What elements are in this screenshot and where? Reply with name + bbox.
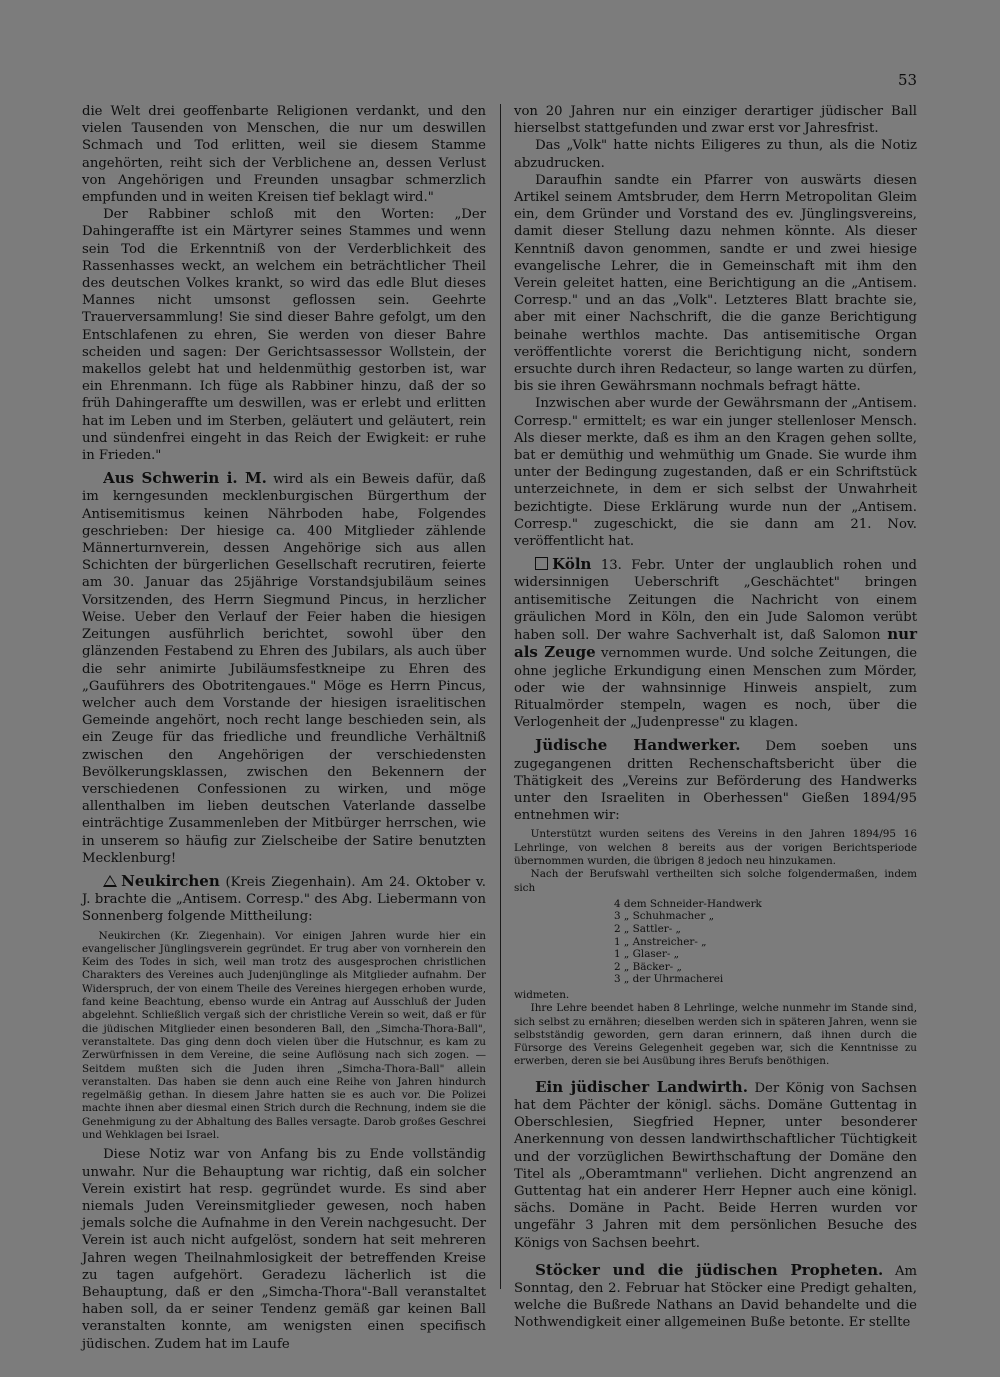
article-heading: Köln: [552, 555, 592, 574]
article-stoecker: [514, 1262, 917, 1332]
trades-list: [614, 898, 917, 986]
article-body: (Kreis Ziegenhain). Am 24. Oktober v. J. brachte die „Antisem. Corresp." des Abg. Liebermann von Sonnenberg folgende Mittheilung:: [82, 874, 487, 925]
page-number: 53: [898, 71, 918, 89]
article-heading: Ein jüdischer Landwirth.: [535, 1077, 748, 1096]
list-item: 1 „ Anstreicher- „: [614, 935, 707, 948]
article-heading: Neukirchen: [121, 871, 220, 890]
list-item: 2 „ Sattler- „: [614, 923, 681, 935]
list-item: 3 „ Schuhmacher „: [614, 910, 714, 923]
column-divider: [500, 104, 501, 1289]
paragraph: Das „Volk" hatte nichts Eiligeres zu thun, als die Notiz abzudrucken.: [514, 138, 917, 171]
emphasis: nur als Zeuge: [514, 625, 917, 662]
list-item: 4 dem Schneider-Handwerk: [614, 897, 762, 910]
article-body: Am Sonntag, den 2. Februar hat Stöcker eine Predigt gehalten, welche die Bußrede Nathans an David behandelte und die Nothwendigkeit einer allgemeinen Buße betonte. Er stellte: [514, 1263, 917, 1331]
report-excerpt: Nach der Berufswahl vertheilten sich solche folgendermaßen, indem sich: [514, 868, 917, 894]
report-excerpt: widmeten.: [514, 988, 570, 1001]
report-excerpt: Ihre Lehre beendet haben 8 Lehrlinge, welche nunmehr im Stande sind, sich selbst zu ernähren; dieselben werden sich in späteren Jahren, wenn sie selbstständig geworden, gern daran erinnern, daß ihnen durch die Fürsorge des Vereins Gelegenheit gegeben war, sich die Kenntnisse zu erwerben, deren sie bei Ausübung ihres Berufs benöthigen.: [514, 1002, 917, 1068]
paragraph: Inzwischen aber wurde der Gewährsmann der „Antisem. Corresp." ermittelt; es war ein junger stellenloser Mensch. Als dieser merkte, daß es ihm an den Kragen gehen sollte, bat er demüthig und wehmüthig um Gnade. Sie wurde ihm unter der Bedingung zugestanden, daß er ein Schriftstück unterzeichnete, in dem er sich selbst der Unwahrheit bezichtigte. Diese Erklärung wurde nun der „Antisem. Corresp." zugeschickt, die sie dann am 21. Nov. veröffentlicht hat.: [514, 396, 917, 550]
article-heading: Jüdische Handwerker.: [535, 736, 741, 755]
triangle-icon: [103, 875, 117, 887]
article-body: Dem soeben uns zugegangenen dritten Rechenschaftsbericht über die Thätigkeit des „Vereins zur Beförderung des Handwerks unter den Israeliten in Oberhessen" Gießen 1894/95 entnehmen wir:: [514, 739, 917, 824]
right-column: [514, 103, 917, 1332]
article-heading: Stöcker und die jüdischen Propheten.: [535, 1260, 884, 1279]
article-landwirth: [514, 1079, 917, 1252]
article-koeln: [514, 556, 917, 731]
article-handwerker: [514, 737, 917, 824]
quoted-notice: Neukirchen (Kr. Ziegenhain). Vor einigen Jahren wurde hier ein evangelischer Jünglingsverein gegründet. Er trug aber von vornherein den Keim des Todes in sich, weil man trotz des ausgesprochen christlichen Charakters des Vereines auch Judenjünglinge als Mitglieder aufnahm. Der Widerspruch, der von einem Theile des Vereines hiergegen erhoben wurde, fand keine Beachtung, ebenso wurde ein Antrag auf Ausschluß der Juden abgelehnt. Schließlich vergaß sich der christliche Verein so weit, daß er für die jüdischen Mitglieder einen besonderen Ball, den „Simcha-Thora-Ball", veranstaltete. Das ging denn doch vielen über die Hutschnur, es kam zu Zerwürfnissen in dem Vereine, die seine Auflösung nach sich zogen. — Seitdem mußten sich die Juden ihren „Simcha-Thora-Ball" allein veranstalten. Das haben sie denn auch eine Reihe von Jahren hindurch regelmäßig gethan. In diesem Jahre hatten sie es auch vor. Die Polizei machte ihnen aber diesmal einen Strich durch die Rechnung, indem sie die Genehmigung zu der Abhaltung des Balles versagte. Darob großes Geschrei und Wehklagen bei Israel.: [82, 929, 486, 1141]
article-body: Der König von Sachsen hat dem Pächter der königl. sächs. Domäne Guttentag in Oberschlesien, Siegfried Hepner, unter besonderer Anerkennung von dessen landwirthschaftlicher Tüchtigkeit und der vorzüglichen Bewirthschaftung der Domäne den Titel als „Oberamtmann" verliehen. Dicht angrenzend an Guttentag hat ein anderer Herr Hepner auch eine königl. sächs. Domäne in Pacht. Beide Herren wurden vor ungefähr 3 Jahren mit dem persönlichen Besuche des Königs von Sachsen beehrt.: [514, 1080, 917, 1251]
square-marker-icon: [535, 557, 548, 570]
list-item: 2 „ Bäcker- „: [614, 960, 682, 973]
article-body: wird als ein Beweis dafür, daß im kerngesunden mecklenburgischen Bürgerthum der Antisemitismus keinen Nährboden habe, Folgendes geschrieben: Der hiesige ca. 400 Mitglieder zählende Männerturnverein, dessen Angehörige sich aus allen Schichten der bürgerlichen Gesellschaft recrutiren, feierte am 30. Januar das 25jährige Vorstandsjubiläum seines Vorsitzenden, des Herrn Siegmund Pincus, in herzlicher Weise. Ueber den Verlauf der Feier haben die hiesigen Zeitungen ausführlich berichtet, sowohl über den glänzenden Festabend zu Ehren des Jubilars, als auch über die sehr animirte Jubiläumsfestkneipe zu Ehren des „Gauführers des Obotritengaues." Möge es Herrn Pincus, welcher auch dem Vorstande der hiesigen israelitischen Gemeinde angehört, noch recht lange beschieden sein, als ein Zeuge für das friedliche und freundliche Verhältniß zwischen den Angehörigen der verschiedensten Bevölkerungsklassen, zwischen den Bekennern der verschiedenen Confessionen zu wirken, und möge allenthalben im lieben deutschen Vaterlande dasselbe einträchtige Zusammenleben der Mitbürger herrschen, wie in unserem so häufig zur Zielscheibe der Satire benutzten Mecklenburg!: [82, 472, 486, 866]
article-body: vernommen wurde. Und solche Zeitungen, die ohne jegliche Erkundigung einen Menschen zum Mörder, oder wie der wahnsinnige Hinweis anspielt, zum Ritualmörder stempeln, wagen es noch, über die Verlogenheit der „Judenpresse" zu klagen.: [514, 646, 917, 731]
article-heading: Aus Schwerin i. M.: [103, 469, 267, 488]
paragraph: die Welt drei geoffenbarte Religionen verdankt, und den vielen Tausenden von Menschen, die nur um deswillen Schmach und Tod erlitten, weil sie diesem Stamme angehörten, reiht sich der Verblichene an, dessen Verlust von Angehörigen und Freunden unsagbar schmerzlich empfunden und in weiten Kreisen tief beklagt wird.": [82, 104, 486, 206]
list-item: 1 „ Glaser- „: [614, 948, 680, 961]
report-excerpt: Unterstützt wurden seitens des Vereins in den Jahren 1894/95 16 Lehrlinge, von welchen 8 bereits aus der vorigen Berichtsperiode übernommen wurden, die übrigen 8 jedoch neu hinzukamen.: [514, 828, 917, 867]
paragraph: Daraufhin sandte ein Pfarrer von auswärts diesen Artikel seinem Amtsbruder, dem Herrn Metropolitan Gleim ein, dem Gründer und Vorstand des ev. Jünglingsvereins, damit dieser Stellung dazu nehmen könnte. Als dieser Kenntniß davon genommen, sandte er und zwei hiesige evangelische Lehrer, die in Gemeinschaft mit ihm den Verein geleitet hatten, eine Berichtigung an die „Antisem. Corresp." und an das „Volk". Letzteres Blatt brachte sie, aber mit einer Nachschrift, die die ganze Berichtigung beinahe werthlos machte. Das antisemitische Organ veröffentlichte vorerst die Berichtigung nicht, sondern ersuchte durch ihren Redacteur, so lange warten zu dürfen, bis sie ihren Gewährsmann nochmals befragt hätte.: [514, 172, 917, 395]
paragraph: Der Rabbiner schloß mit den Worten: „Der Dahingeraffte ist ein Märtyrer seines Stammes und wenn sein Tod die Erkenntniß von der Verderblichkeit des Rassenhasses weckt, an welchem ein beträchtlicher Theil des deutschen Volkes krankt, so wird das edle Blut dieses Mannes nicht umsonst geflossen sein. Geehrte Trauerversammlung! Sie sind dieser Bahre gefolgt, um den Entschlafenen zu ehren, Sie werden von dieser Bahre scheiden und sagen: Der Gerichtsassessor Wollstein, der makellos gelebt hat und heldenmüthig gestorben ist, war ein Ehrenmann. Ich füge als Rabbiner hinzu, daß der so früh Dahingeraffte um deswillen, was er erlebt und erlitten hat im Leben und im Sterben, geläutert und geläutert, rein und sündenfrei eingeht in das Reich der Ewigkeit: er ruhe in Frieden.": [82, 207, 486, 464]
left-column: [82, 103, 486, 1353]
paragraph: Diese Notiz war von Anfang bis zu Ende vollständig unwahr. Nur die Behauptung war richtig, daß ein solcher Verein existirt hat resp. gegründet wurde. Es sind aber niemals Juden Vereinsmitglieder gewesen, noch haben jemals solche die Aufnahme in den Verein nachgesucht. Der Verein ist auch nicht aufgelöst, sondern hat seit mehreren Jahren wegen Theilnahmlosigkeit der betreffenden Kreise zu tagen aufgehört. Geradezu lächerlich ist die Behauptung, daß er den „Simcha-Thora"-Ball veranstaltet haben soll, da er seiner Tendenz gemäß gar keinen Ball veranstalten konnte, am wenigsten einen specifisch jüdischen. Zudem hat im Laufe: [82, 1147, 486, 1352]
article-body: 13. Febr. Unter der unglaublich rohen und widersinnigen Ueberschrift „Geschächtet" bringen antisemitische Zeitungen die Nachricht von einem gräulichen Mord in Köln, den ein Jude Salomon verübt haben soll. Der wahre Sachverhalt ist, daß Salomon: [514, 558, 917, 644]
paragraph: von 20 Jahren nur ein einziger derartiger jüdischer Ball hierselbst stattgefunden und zwar erst vor Jahresfrist.: [514, 104, 917, 137]
list-item: 3 „ der Uhrmacherei: [614, 973, 724, 986]
article-neukirchen: [82, 873, 486, 926]
article-schwerin: [82, 470, 486, 867]
